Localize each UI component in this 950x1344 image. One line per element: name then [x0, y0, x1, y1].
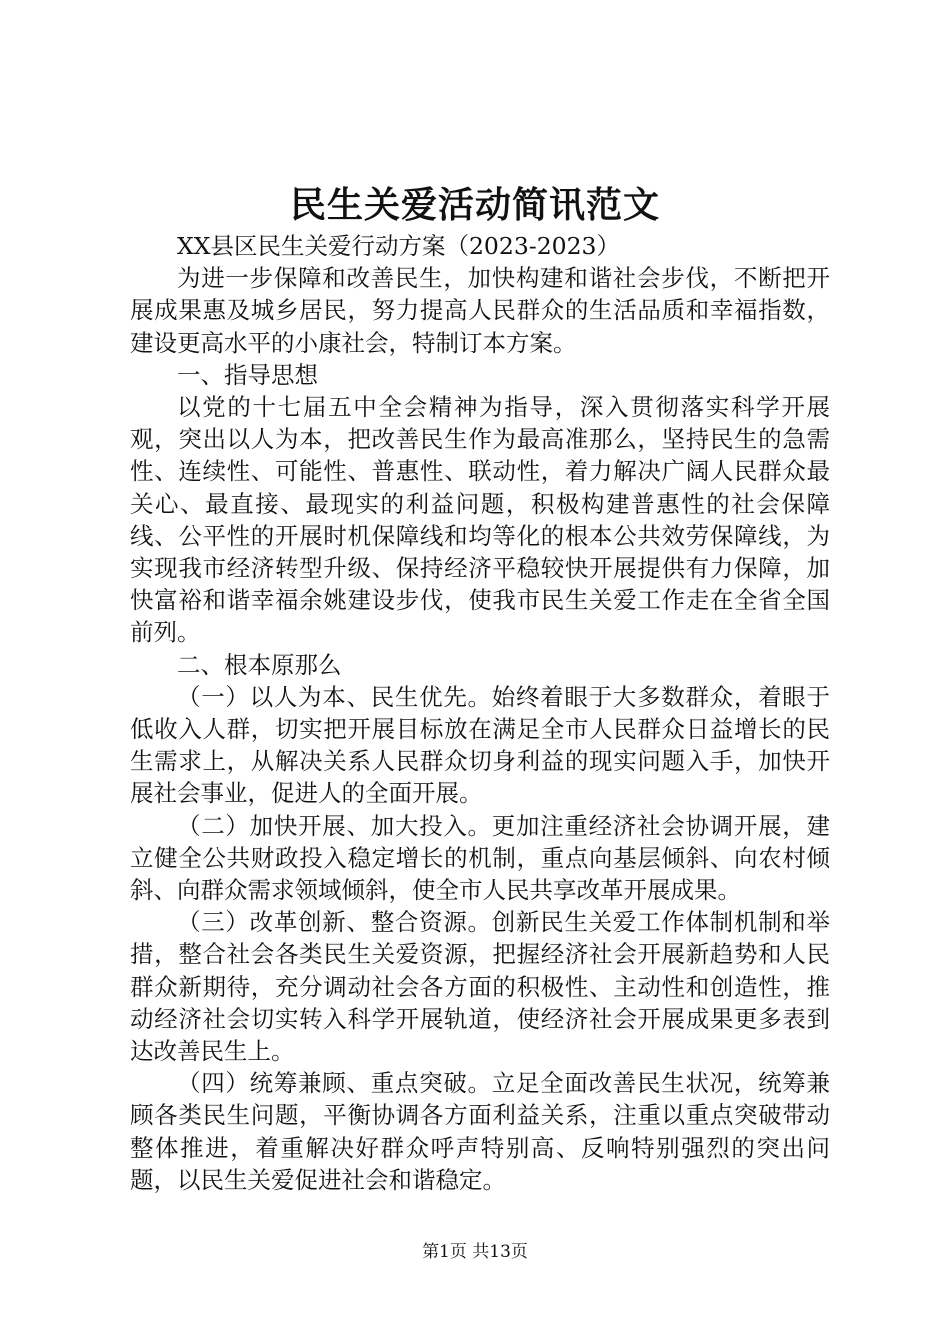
section-heading-guiding-thought: 一、指导思想 — [177, 360, 318, 389]
paragraph-principle-3: （三）改革创新、整合资源。创新民生关爱工作体制机制和举措，整合社会各类民生关爱资源，把握经济社会开展新趋势和人民群众新期待，充分调动社会各方面的积极性、主动性和创造性，推动经济社会切实转入科学开展轨道，使经济社会开展成果更多表到达改善民生上。 — [130, 908, 830, 1066]
paragraph-principle-2: （二）加快开展、加大投入。更加注重经济社会协调开展，建立健全公共财政投入稳定增长的机制，重点向基层倾斜、向农村倾斜、向群众需求领域倾斜，使全市人民共享改革开展成果。 — [130, 811, 830, 905]
page-footer — [0, 1240, 950, 1264]
paragraph-plan-heading: XX县区民生关爱行动方案（2023-2023） — [177, 232, 621, 260]
document-body — [130, 230, 830, 1196]
document-title: 民生关爱活动简讯范文 — [289, 184, 660, 226]
paragraph-principle-1: （一）以人为本、民生优先。始终着眼于大多数群众，着眼于低收入人群，切实把开展目标放在满足全市人民群众日益增长的民生需求上，从解决关系人民群众切身利益的现实问题入手，加快开展社会事业，促进人的全面开展。 — [130, 682, 830, 808]
page-number: 第1页 — [422, 1242, 467, 1262]
paragraph-guiding-thought: 以党的十七届五中全会精神为指导，深入贯彻落实科学开展观，突出以人为本，把改善民生作为最高准那么，坚持民生的急需性、连续性、可能性、普惠性、联动性，着力解决广阔人民群众最关心、最直接、最现实的利益问题，积极构建普惠性的社会保障线、公平性的开展时机保障线和均等化的根本公共效劳保障线，为实现我市经济转型升级、保持经济平稳较快开展提供有力保障，加快富裕和谐幸福余姚建设步伐，使我市民生关爱工作走在全省全国前列。 — [130, 393, 830, 647]
page-total: 共13页 — [472, 1242, 528, 1262]
section-heading-principles: 二、根本原那么 — [177, 650, 342, 679]
paragraph-intro: 为进一步保障和改善民生，加快构建和谐社会步伐，不断把开展成果惠及城乡居民，努力提高人民群众的生活品质和幸福指数，建设更高水平的小康社会，特制订本方案。 — [130, 264, 830, 357]
paragraph-principle-4: （四）统筹兼顾、重点突破。立足全面改善民生状况，统筹兼顾各类民生问题，平衡协调各方面利益关系，注重以重点突破带动整体推进，着重解决好群众呼声特别高、反响特别强烈的突出问题，以民生关爱促进社会和谐稳定。 — [130, 1069, 830, 1194]
